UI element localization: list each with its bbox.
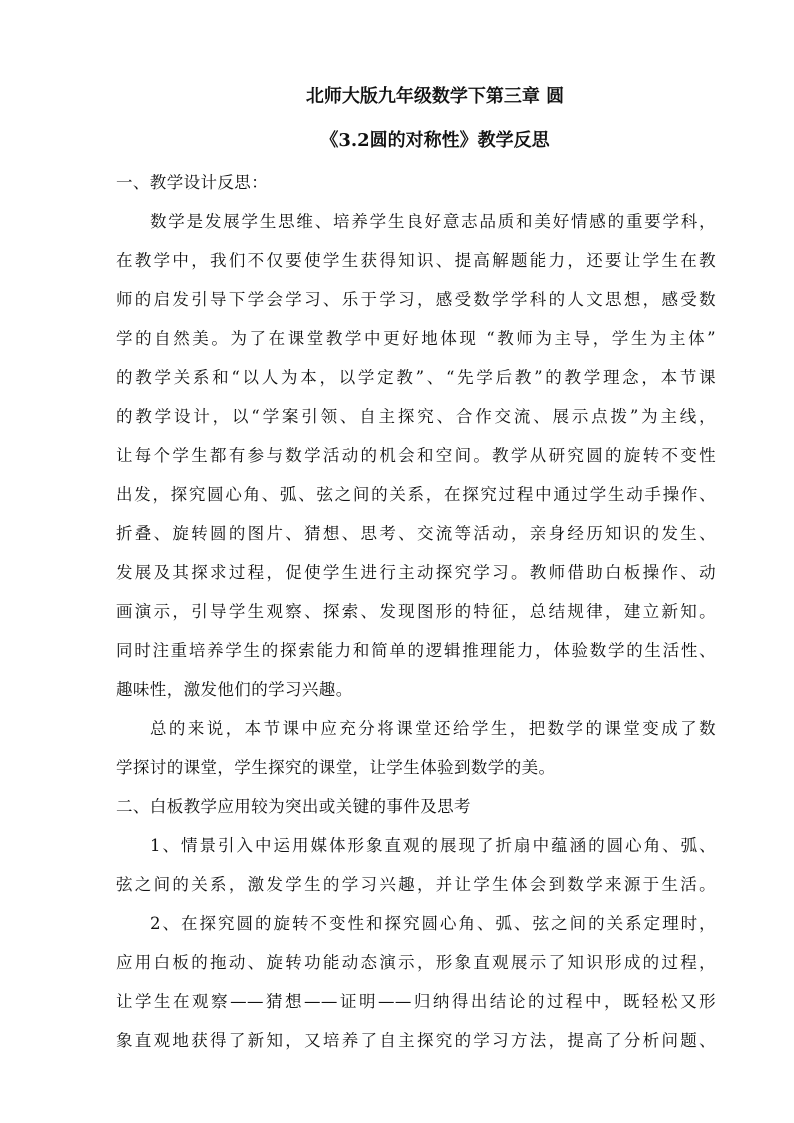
section-heading-2: 二、白板教学应用较为突出或关键的事件及思考 (116, 797, 471, 816)
paragraph-line: 的教学设计，以“学案引领、自主探究、合作交流、展示点拨”为主线， (116, 407, 716, 426)
paragraph-line: 发展及其探求过程，促使学生进行主动探究学习。教师借助白板操作、动 (116, 563, 716, 582)
paragraph-line: 出发，探究圆心角、弧、弦之间的关系，在探究过程中通过学生动手操作、 (116, 485, 716, 504)
paragraph-line: 在教学中，我们不仅要使学生获得知识、提高解题能力，还要让学生在教 (116, 251, 716, 270)
paragraph-line: 画演示，引导学生观察、探索、发现图形的特征，总结规律，建立新知。 (116, 602, 716, 621)
paragraph-line: 让学生在观察——猜想——证明——归纳得出结论的过程中，既轻松又形 (116, 992, 716, 1011)
paragraph-line: 师的启发引导下学会学习、乐于学习，感受数学学科的人文思想，感受数 (116, 290, 716, 309)
paragraph-line: 同时注重培养学生的探索能力和简单的逻辑推理能力，体验数学的生活性、 (116, 641, 716, 660)
paragraph-line: 让每个学生都有参与数学活动的机会和空间。教学从研究圆的旋转不变性 (116, 446, 716, 465)
paragraph-line: 1、情景引入中运用媒体形象直观的展现了折扇中蕴涵的圆心角、弧、 (150, 836, 716, 855)
paragraph-line: 弦之间的关系，激发学生的学习兴趣，并让学生体会到数学来源于生活。 (116, 875, 716, 894)
paragraph-line: 应用白板的拖动、旋转功能动态演示，形象直观展示了知识形成的过程， (116, 953, 716, 972)
section-heading-1: 一、教学设计反思： (116, 173, 269, 192)
paragraph-line: 的教学关系和“以人为本，以学定教”、“先学后教”的教学理念，本节课 (116, 368, 716, 387)
document-subtitle: 《3.2圆的对称性》教学反思 (320, 130, 550, 151)
paragraph-line: 象直观地获得了新知，又培养了自主探究的学习方法，提高了分析问题、 (116, 1031, 716, 1050)
paragraph-line: 2、在探究圆的旋转不变性和探究圆心角、弧、弦之间的关系定理时， (150, 914, 716, 933)
paragraph-line: 数学是发展学生思维、培养学生良好意志品质和美好情感的重要学科， (150, 212, 716, 231)
paragraph-line: 趣味性，激发他们的学习兴趣。 (116, 680, 353, 699)
document-title: 北师大版九年级数学下第三章 圆 (305, 86, 565, 107)
paragraph-line: 学的自然美。为了在课堂教学中更好地体现 “教师为主导，学生为主体” (116, 329, 716, 348)
paragraph-line: 学探讨的课堂，学生探究的课堂，让学生体验到数学的美。 (116, 758, 556, 777)
paragraph-line: 折叠、旋转圆的图片、猜想、思考、交流等活动，亲身经历知识的发生、 (116, 524, 716, 543)
paragraph-line: 总的来说，本节课中应充分将课堂还给学生，把数学的课堂变成了数 (150, 719, 716, 738)
